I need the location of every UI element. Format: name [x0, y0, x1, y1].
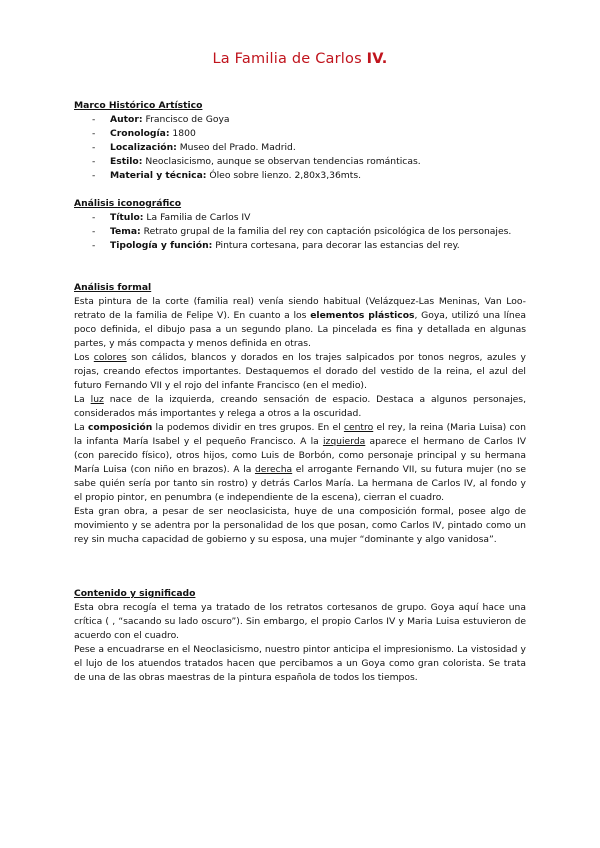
text-run: nace de la izquierda, creando sensación de espacio. Destaca a algunos personajes, considerados más importantes y relega a otros a la oscuridad.	[74, 394, 526, 419]
text-run: , Goya, utilizó una línea poco definida, el dibujo pasa a un segundo plano. La pincelada es fina y detallada en algunas partes, y más compacta y menos definida en otras.	[74, 310, 527, 349]
title-text: La Familia de Carlos	[212, 51, 367, 67]
item-key: Localización:	[110, 142, 177, 153]
underlined-term: izquierda	[322, 436, 366, 447]
title-dot: .	[381, 51, 388, 67]
list-item	[74, 141, 526, 155]
list-item	[74, 225, 526, 239]
text-run: el rey, la reina (Maria Luisa) con la infanta María Isabel y el pequeño Francisco. A la	[74, 422, 526, 447]
underlined-term: colores	[93, 352, 127, 363]
section-iconografico	[74, 197, 526, 253]
underlined-term: derecha	[254, 464, 293, 475]
section-heading: Análisis iconográfico	[74, 198, 182, 209]
text-run: La	[74, 394, 91, 405]
text-run: Esta pintura de la corte (familia real) venía siendo habitual (Velázquez-Las Meninas, Van Loo-retrato de la familia de Felipe V). En cuanto a los	[74, 296, 526, 321]
bold-term: composición	[87, 422, 153, 433]
document-page	[74, 52, 526, 685]
underlined-term: centro	[343, 422, 374, 433]
section-heading: Contenido y significado	[74, 588, 196, 599]
item-key: Título:	[110, 212, 144, 223]
paragraph	[74, 351, 526, 393]
item-value: Óleo sobre lienzo. 2,80x3,36mts.	[206, 170, 362, 181]
item-key: Tema:	[110, 226, 141, 237]
list-item	[74, 239, 526, 253]
paragraph	[74, 393, 526, 421]
item-value: Francisco de Goya	[142, 114, 230, 125]
item-value: Museo del Prado. Madrid.	[176, 142, 296, 153]
item-value: 1800	[169, 128, 196, 139]
text-run: son cálidos, blancos y dorados en los trajes salpicados por tonos negros, azules y rojas, creando efectos importantes. Destaquemos el dorado del vestido de la reina, el azul del futuro Fernando VII y el rojo del infante Francisco (en el medio).	[74, 352, 526, 391]
paragraph	[74, 295, 526, 351]
list-item	[74, 169, 526, 183]
text-run: la podemos dividir en tres grupos. En el	[152, 422, 344, 433]
list-item	[74, 155, 526, 169]
document-title	[74, 52, 526, 66]
text-run: el arrogante Fernando VII, su futura mujer (no se sabe quién sería por tanto sin rostro) y detrás Carlos María. La hermana de Carlos IV, al fondo y el propio pintor, en penumbra (e independiente de la escena), cierran el cuadro.	[74, 464, 526, 503]
text-run: Los	[74, 352, 94, 363]
paragraph: Esta gran obra, a pesar de ser neoclasicista, huye de una composición formal, posee algo de movimiento y se adentra por la personalidad de los que posan, como Carlos IV, pintado como un rey sin mucha capacidad de gobierno y su esposa, una mujer “dominante y algo vanidosa”.	[74, 506, 526, 545]
item-key: Material y técnica:	[110, 170, 207, 181]
section-formal	[74, 281, 526, 547]
list-item	[74, 127, 526, 141]
item-key: Autor:	[110, 114, 143, 125]
item-key: Cronología:	[110, 128, 170, 139]
section-heading: Análisis formal	[74, 282, 152, 293]
list-item	[74, 113, 526, 127]
paragraph: Pese a encuadrarse en el Neoclasicismo, nuestro pintor anticipa el impresionismo. La vistosidad y el lujo de los atuendos tratados hacen que percibamos a un Goya como gran colorista. Se trata de una de las obras maestras de la pintura española de todos los tiempos.	[74, 644, 526, 683]
item-key: Estilo:	[110, 156, 143, 167]
text-run: La	[74, 422, 88, 433]
iconografico-list	[74, 211, 526, 253]
paragraph: Esta obra recogía el tema ya tratado de los retratos cortesanos de grupo. Goya aquí hace una crítica ( , “sacando su lado oscuro”). Sin embargo, el propio Carlos IV y Maria Luisa estuvieron de acuerdo con el cuadro.	[74, 602, 526, 641]
underlined-term: luz	[90, 394, 104, 405]
title-numeral: IV	[366, 51, 382, 67]
list-item	[74, 211, 526, 225]
item-value: Retrato grupal de la familia del rey con captación psicológica de los personajes.	[140, 226, 512, 237]
item-value: La Familia de Carlos IV	[143, 212, 251, 223]
section-heading: Marco Histórico Artístico	[74, 100, 203, 111]
text-run: aparece el hermano de Carlos IV (con parecido físico), otros hijos, como Luis de Borbón, como personaje principal y su hermana María Luisa (con niño en brazos). A la	[74, 436, 526, 475]
section-historico	[74, 99, 526, 183]
section-contenido	[74, 587, 526, 685]
item-value: Neoclasicismo, aunque se observan tendencias románticas.	[142, 156, 421, 167]
bold-term: elementos plásticos	[310, 310, 415, 321]
historico-list	[74, 113, 526, 183]
paragraph	[74, 421, 526, 505]
item-value: Pintura cortesana, para decorar las estancias del rey.	[212, 240, 460, 251]
item-key: Tipología y función:	[110, 240, 213, 251]
